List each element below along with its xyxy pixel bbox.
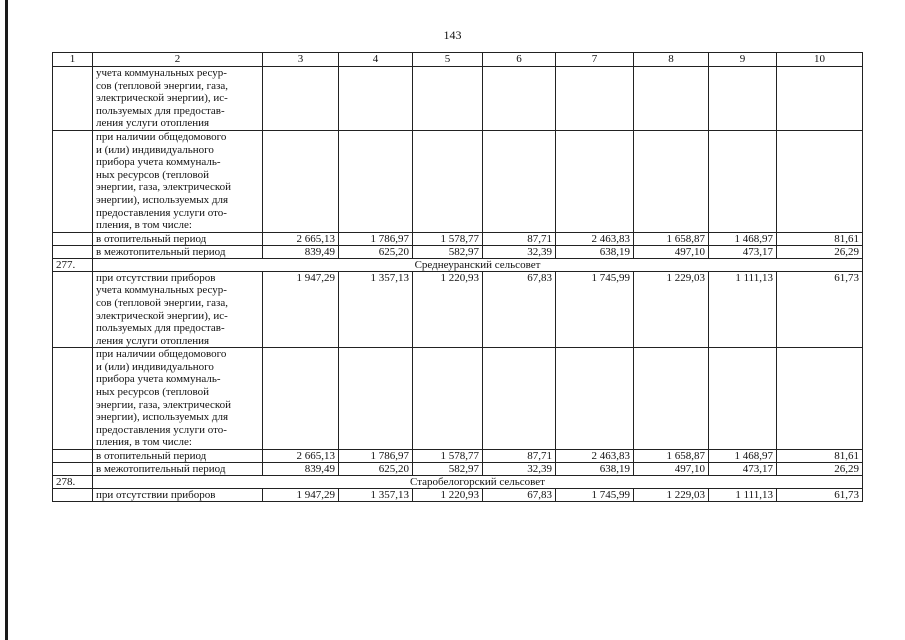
value-cell (413, 348, 483, 450)
description-line: при наличии общедомового (96, 348, 227, 361)
value-cell: 497,10 (634, 463, 709, 476)
value-cell: 1 578,77 (413, 232, 483, 245)
value-cell: 67,83 (483, 271, 556, 348)
section-title-cell: Старобелогорский сельсовет (93, 476, 863, 489)
table-body (53, 53, 863, 502)
table-row (53, 67, 863, 131)
description-line: энергии), используемых для (96, 193, 229, 206)
header-cell: 6 (483, 53, 556, 67)
value-cell: 625,20 (339, 463, 413, 476)
header-cell: 3 (263, 53, 339, 67)
value-cell: 1 468,97 (709, 232, 777, 245)
header-cell: 9 (709, 53, 777, 67)
value-cell (339, 348, 413, 450)
header-cell: 8 (634, 53, 709, 67)
header-cell: 2 (93, 53, 263, 67)
description-line: ления услуги отопления (96, 334, 210, 347)
value-cell: 1 786,97 (339, 450, 413, 463)
table-row (53, 463, 863, 476)
table-row (53, 130, 863, 232)
description-line: при отсутствии приборов (96, 271, 216, 284)
value-cell (634, 130, 709, 232)
description-line: пления, в том числе: (96, 219, 192, 232)
description-cell (93, 348, 263, 450)
value-cell: 1 947,29 (263, 271, 339, 348)
description-line: при отсутствии приборов (96, 489, 216, 502)
description-line: в отопительный период (96, 232, 207, 245)
value-cell: 87,71 (483, 232, 556, 245)
description-line: энергии), используемых для (96, 411, 229, 424)
row-number-cell: 277. (53, 258, 93, 271)
value-cell: 497,10 (634, 245, 709, 258)
row-number-cell (53, 130, 93, 232)
value-cell: 61,73 (777, 271, 863, 348)
value-cell: 839,49 (263, 245, 339, 258)
value-cell (483, 348, 556, 450)
description-cell (93, 271, 263, 348)
value-cell: 1 220,93 (413, 489, 483, 502)
value-cell: 26,29 (777, 463, 863, 476)
description-cell (93, 489, 263, 502)
value-cell: 2 665,13 (263, 232, 339, 245)
value-cell (634, 67, 709, 131)
description-line: и (или) индивидуального (96, 143, 214, 156)
table-row (53, 245, 863, 258)
description-line: в отопительный период (96, 450, 207, 463)
value-cell: 1 745,99 (556, 489, 634, 502)
value-cell: 1 786,97 (339, 232, 413, 245)
value-cell: 32,39 (483, 245, 556, 258)
value-cell: 473,17 (709, 245, 777, 258)
value-cell: 638,19 (556, 245, 634, 258)
value-cell: 1 658,87 (634, 450, 709, 463)
description-line: при наличии общедомового (96, 130, 227, 143)
value-cell (413, 67, 483, 131)
value-cell: 1 357,13 (339, 271, 413, 348)
value-cell: 1 947,29 (263, 489, 339, 502)
description-line: ных ресурсов (тепловой (96, 168, 209, 181)
section-row (53, 476, 863, 489)
value-cell (263, 130, 339, 232)
value-cell: 839,49 (263, 463, 339, 476)
table-row (53, 271, 863, 348)
table-row (53, 450, 863, 463)
description-cell (93, 463, 263, 476)
description-line: в межотопительный период (96, 245, 226, 258)
value-cell: 61,73 (777, 489, 863, 502)
value-cell (556, 67, 634, 131)
value-cell: 67,83 (483, 489, 556, 502)
value-cell (339, 130, 413, 232)
description-line: электрической энергии), ис- (96, 309, 228, 322)
value-cell (263, 348, 339, 450)
value-cell (483, 130, 556, 232)
value-cell: 81,61 (777, 450, 863, 463)
tariff-table (52, 52, 863, 502)
header-cell: 10 (777, 53, 863, 67)
row-number-cell (53, 450, 93, 463)
row-number-cell (53, 348, 93, 450)
page-left-edge (5, 0, 8, 640)
description-line: прибора учета коммуналь- (96, 373, 221, 386)
value-cell: 1 111,13 (709, 271, 777, 348)
value-cell (709, 130, 777, 232)
value-cell: 1 745,99 (556, 271, 634, 348)
value-cell: 1 578,77 (413, 450, 483, 463)
header-cell: 7 (556, 53, 634, 67)
value-cell: 2 665,13 (263, 450, 339, 463)
description-cell (93, 67, 263, 131)
table-row (53, 232, 863, 245)
value-cell: 1 229,03 (634, 489, 709, 502)
value-cell: 1 220,93 (413, 271, 483, 348)
value-cell: 87,71 (483, 450, 556, 463)
description-line: сов (тепловой энергии, газа, (96, 296, 228, 309)
description-line: сов (тепловой энергии, газа, (96, 79, 228, 92)
value-cell: 2 463,83 (556, 450, 634, 463)
value-cell (413, 130, 483, 232)
description-line: учета коммунальных ресур- (96, 67, 227, 79)
value-cell (777, 130, 863, 232)
value-cell: 1 111,13 (709, 489, 777, 502)
description-line: предоставления услуги ото- (96, 206, 227, 219)
value-cell (709, 348, 777, 450)
value-cell: 1 357,13 (339, 489, 413, 502)
description-line: учета коммунальных ресур- (96, 284, 227, 297)
value-cell: 1 229,03 (634, 271, 709, 348)
value-cell (263, 67, 339, 131)
value-cell: 81,61 (777, 232, 863, 245)
value-cell: 582,97 (413, 245, 483, 258)
section-title-cell: Среднеуранский сельсовет (93, 258, 863, 271)
value-cell: 26,29 (777, 245, 863, 258)
description-line: пользуемых для предостав- (96, 322, 225, 335)
description-line: пользуемых для предостав- (96, 104, 225, 117)
value-cell: 1 468,97 (709, 450, 777, 463)
header-cell: 4 (339, 53, 413, 67)
value-cell: 473,17 (709, 463, 777, 476)
value-cell (483, 67, 556, 131)
value-cell: 2 463,83 (556, 232, 634, 245)
value-cell (556, 130, 634, 232)
value-cell (777, 67, 863, 131)
value-cell (634, 348, 709, 450)
value-cell (709, 67, 777, 131)
description-line: ных ресурсов (тепловой (96, 386, 209, 399)
description-line: пления, в том числе: (96, 436, 192, 449)
description-cell (93, 245, 263, 258)
header-cell: 5 (413, 53, 483, 67)
page-number: 143 (443, 28, 462, 42)
row-number-cell (53, 271, 93, 348)
value-cell (556, 348, 634, 450)
value-cell: 32,39 (483, 463, 556, 476)
description-cell (93, 130, 263, 232)
description-line: электрической энергии), ис- (96, 92, 228, 105)
description-line: предоставления услуги ото- (96, 423, 227, 436)
value-cell: 625,20 (339, 245, 413, 258)
row-number-cell (53, 463, 93, 476)
value-cell: 1 658,87 (634, 232, 709, 245)
row-number-cell: 278. (53, 476, 93, 489)
row-number-cell (53, 245, 93, 258)
row-number-cell (53, 67, 93, 131)
header-row (53, 53, 863, 67)
description-line: в межотопительный период (96, 463, 226, 476)
description-cell (93, 232, 263, 245)
table-row (53, 489, 863, 502)
value-cell (777, 348, 863, 450)
value-cell: 638,19 (556, 463, 634, 476)
description-line: ления услуги отопления (96, 117, 210, 130)
table-row (53, 348, 863, 450)
description-line: и (или) индивидуального (96, 360, 214, 373)
description-cell (93, 450, 263, 463)
section-row (53, 258, 863, 271)
description-line: энергии, газа, электрической (96, 398, 232, 411)
row-number-cell (53, 489, 93, 502)
row-number-cell (53, 232, 93, 245)
header-cell: 1 (53, 53, 93, 67)
description-line: энергии, газа, электрической (96, 181, 232, 194)
value-cell: 582,97 (413, 463, 483, 476)
value-cell (339, 67, 413, 131)
description-line: прибора учета коммуналь- (96, 156, 221, 169)
